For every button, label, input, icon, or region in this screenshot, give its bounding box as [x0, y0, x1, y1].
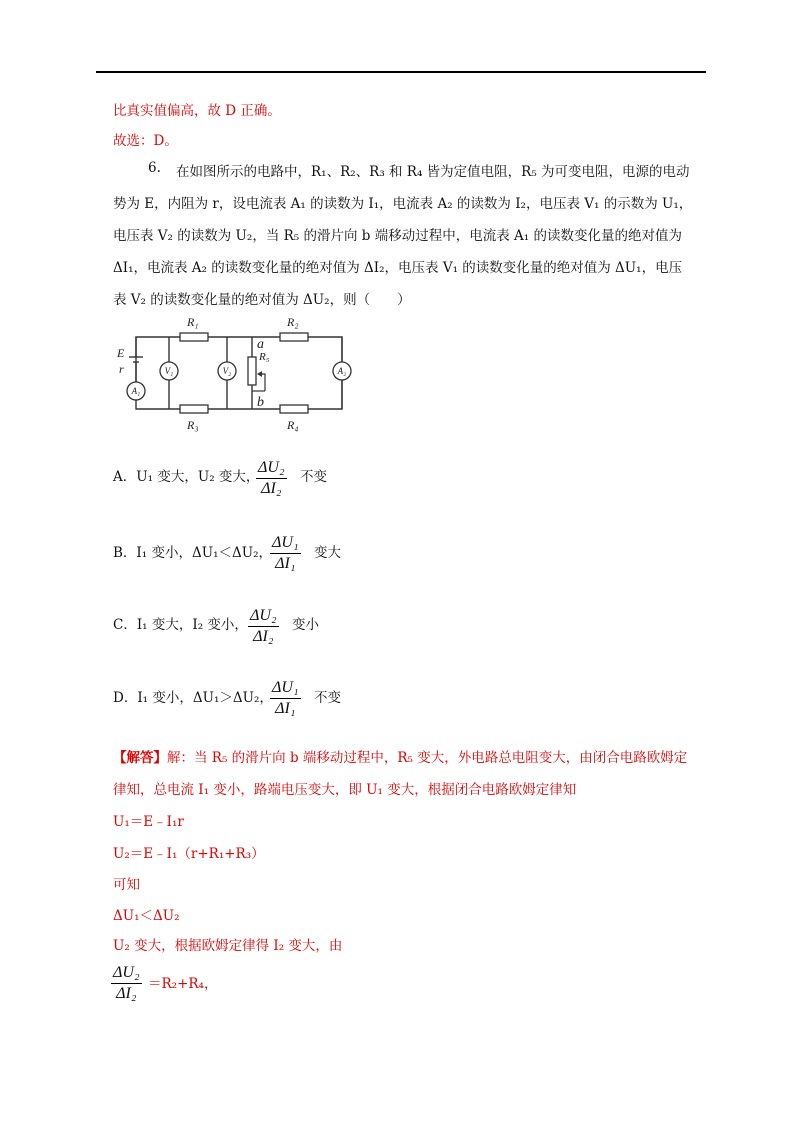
resistor-r5 [248, 357, 256, 385]
answer-fraction-num: ΔU₂ [111, 963, 142, 984]
answer-tag: 【解答】 [113, 750, 167, 766]
option-c-fraction [248, 606, 279, 647]
question-line-5: 表 V₂ 的读数变化量的绝对值为 ΔU₂，则（ ） [113, 292, 411, 308]
answer-text-1: 解：当 R₅ 的滑片向 b 端移动过程中，R₅ 变大，外电路总电阻变大，由闭合电路欧姆定 [167, 750, 688, 766]
option-a-num: ΔU₂ [256, 458, 287, 479]
label-r4: R₄ [287, 418, 299, 432]
resistor-r1 [180, 333, 208, 341]
label-r5: R₅ [259, 351, 270, 363]
resistor-r4 [280, 405, 308, 413]
label-r2: R₂ [287, 315, 299, 329]
option-d-num: ΔU₁ [270, 678, 301, 699]
question-line-3: 电压表 V₂ 的读数为 U₂，当 R₅ 的滑片向 b 端移动过程中，电流表 A₁ 的读数变化量的绝对值为 [113, 228, 682, 244]
circuit-diagram [112, 312, 352, 434]
answer-line-3: 可知 [113, 877, 140, 893]
answer-continuation: 比真实值偏高，故 D 正确。 [113, 103, 281, 119]
resistor-r2 [280, 333, 308, 341]
option-a-tail: 不变 [300, 469, 327, 485]
option-a[interactable]: A．U₁ 变大，U₂ 变大， [113, 469, 260, 485]
option-d-tail: 不变 [314, 690, 341, 706]
option-b-num: ΔU₁ [270, 533, 301, 554]
question-line-1: 在如图所示的电路中，R₁、R₂、R₃ 和 R₄ 皆为定值电阻，R₅ 为可变电阻，电源的电动 [176, 164, 690, 180]
answer-line-4: ΔU₁＜ΔU₂ [113, 908, 180, 924]
option-a-fraction [256, 458, 287, 499]
label-r3: R₃ [187, 418, 199, 432]
answer-eq-2: U₂＝E﹣I₁（r+R₁+R₃） [113, 846, 265, 862]
question-line-4: ΔI₁，电流表 A₂ 的读数变化量的绝对值为 ΔI₂，电压表 V₁ 的读数变化量的绝对值为 ΔU₁，电压 [113, 260, 683, 276]
option-b-den: ΔI₁ [275, 555, 296, 572]
choice-statement: 故选：D。 [113, 133, 178, 149]
label-a: a [257, 337, 264, 352]
option-c-tail: 变小 [292, 617, 319, 633]
option-d-fraction [270, 678, 301, 719]
option-b-tail: 变大 [314, 545, 341, 561]
option-c[interactable]: C．I₁ 变大，I₂ 变小， [113, 617, 248, 633]
question-number: 6. [148, 160, 161, 176]
answer-line-2: 律知，总电流 I₁ 变小，路端电压变大，即 U₁ 变大，根据闭合电路欧姆定律知 [113, 782, 577, 798]
answer-fraction-den: ΔI₂ [116, 985, 137, 1002]
label-e: E [117, 346, 125, 360]
option-a-den: ΔI₂ [261, 480, 282, 497]
label-v1: V₁ [164, 366, 174, 376]
label-b: b [257, 395, 264, 410]
option-b[interactable]: B．I₁ 变小，ΔU₁＜ΔU₂， [113, 545, 273, 561]
answer-fraction-tail: ＝R₂+R₄， [148, 976, 218, 992]
label-v2: V₂ [222, 366, 232, 376]
option-b-fraction [270, 533, 301, 574]
answer-fraction [111, 963, 142, 1004]
header-rule [96, 71, 706, 73]
answer-line-1 [113, 746, 687, 766]
label-a1: A₁ [131, 386, 141, 396]
label-a2: A₂ [337, 366, 347, 376]
option-d-den: ΔI₁ [275, 700, 296, 717]
question-line-2: 势为 E，内阻为 r，设电流表 A₁ 的读数为 I₁，电流表 A₂ 的读数为 I₂，电压表 V₁ 的示数为 U₁， [113, 196, 693, 212]
option-c-num: ΔU₂ [248, 606, 279, 627]
option-d[interactable]: D．I₁ 变小，ΔU₁＞ΔU₂， [113, 690, 273, 706]
resistor-r3 [180, 405, 208, 413]
label-r1: R₁ [187, 315, 199, 329]
label-r-internal: r [119, 362, 124, 376]
answer-eq-1: U₁＝E﹣I₁r [113, 814, 184, 830]
option-c-den: ΔI₂ [253, 628, 274, 645]
answer-line-5: U₂ 变大，根据欧姆定律得 I₂ 变大，由 [113, 938, 343, 954]
